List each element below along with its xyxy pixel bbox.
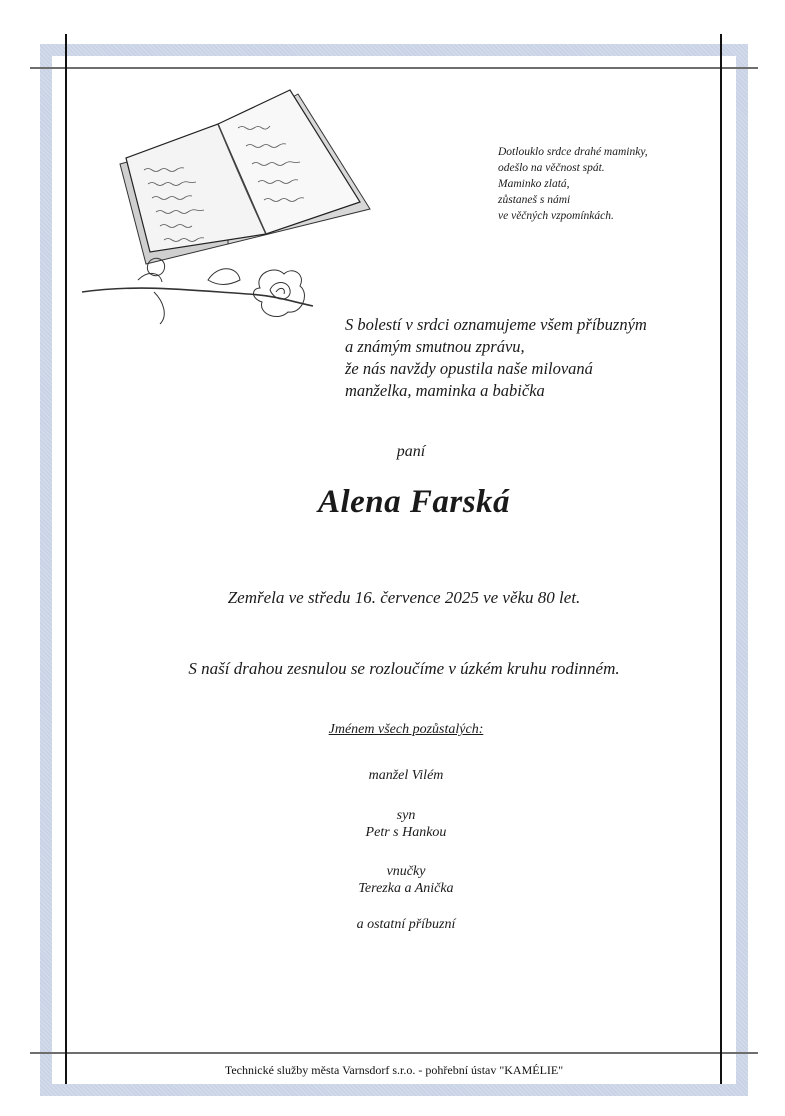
verse-line: ve věčných vzpomínkách. bbox=[498, 210, 614, 222]
footer-text: Technické služby města Varnsdorf s.r.o. - pohřební ústav "KAMÉLIE" bbox=[221, 1063, 567, 1077]
top-rule bbox=[30, 67, 758, 69]
footer bbox=[52, 1063, 736, 1078]
announcement bbox=[345, 314, 725, 402]
mourner-grandchildren bbox=[0, 863, 785, 897]
announcement-line: manželka, maminka a babička bbox=[345, 381, 545, 400]
mourner-son-names: Petr s Hankou bbox=[365, 825, 447, 840]
death-info: Zemřela ve středu 16. července 2025 ve věku 80 let. bbox=[227, 588, 581, 607]
verse-line: odešlo na věčnost spát. bbox=[498, 162, 605, 174]
announcement-line: že nás navždy opustila naše milovaná bbox=[345, 359, 593, 378]
mourner-son bbox=[0, 807, 785, 841]
deceased-title: paní bbox=[396, 443, 426, 460]
announcement-line: S bolestí v srdci oznamujeme všem příbuzným bbox=[345, 315, 647, 334]
mourner-husband: manžel Vilém bbox=[368, 768, 444, 783]
mourners-heading: Jménem všech pozůstalých: bbox=[328, 722, 484, 737]
announcement-line: a známým smutnou zprávu, bbox=[345, 337, 525, 356]
farewell-info: S naší drahou zesnulou se rozloučíme v úzkém kruhu rodinném. bbox=[188, 659, 620, 678]
memorial-verse bbox=[498, 144, 718, 224]
open-book-with-rose-icon bbox=[78, 84, 378, 334]
deceased-name: Alena Farská bbox=[317, 484, 511, 520]
mourner-son-label: syn bbox=[396, 808, 416, 823]
verse-line: Dotlouklo srdce drahé maminky, bbox=[498, 146, 648, 158]
mourner-others: a ostatní příbuzní bbox=[356, 917, 456, 932]
verse-line: zůstaneš s námi bbox=[498, 194, 571, 206]
mourner-grandchildren-label: vnučky bbox=[386, 864, 426, 879]
mourner-grandchildren-names: Terezka a Anička bbox=[358, 881, 454, 896]
bottom-rule bbox=[30, 1052, 758, 1054]
verse-line: Maminko zlatá, bbox=[498, 178, 570, 190]
